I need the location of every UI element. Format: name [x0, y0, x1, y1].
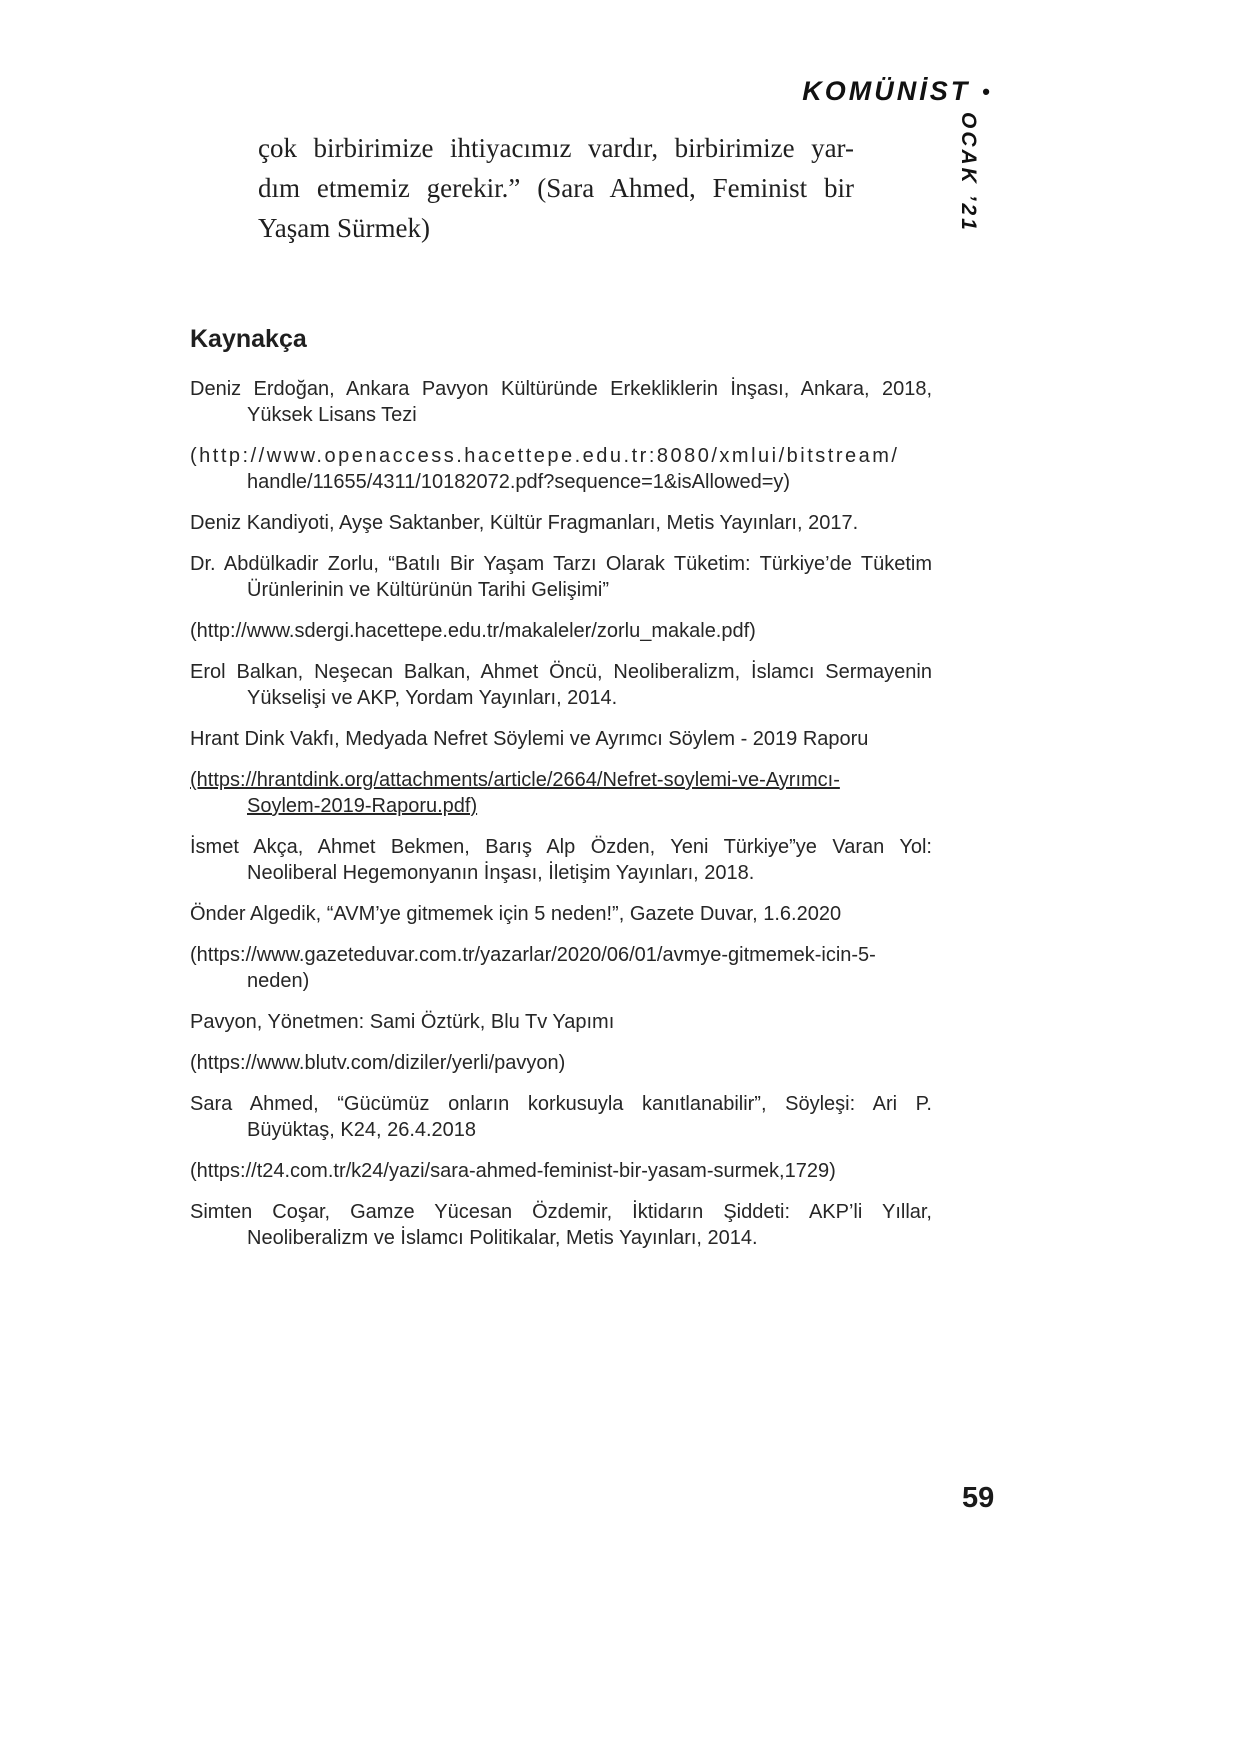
bib-line: İsmet Akça, Ahmet Bekmen, Barış Alp Özden, Yeni Türkiye”ye Varan Yol:	[190, 836, 932, 858]
bib-line-url: (http://www.openaccess.hacettepe.edu.tr:8080/xmlui/bitstream/	[190, 445, 900, 467]
bib-line-link: Soylem-2019-Raporu.pdf)	[247, 795, 478, 817]
bibliography-entry	[190, 767, 932, 819]
bibliography-entry	[190, 551, 932, 603]
bib-line-url: neden)	[247, 970, 310, 992]
bibliography-entry	[190, 726, 932, 752]
bib-line-url: (https://www.blutv.com/diziler/yerli/pavyon)	[190, 1052, 566, 1074]
quote-line: Yaşam Sürmek)	[258, 213, 431, 243]
bib-line: Dr. Abdülkadir Zorlu, “Batılı Bir Yaşam Tarzı Olarak Tüketim: Türkiye’de Tüketim	[190, 553, 932, 575]
bibliography-entry	[190, 1091, 932, 1143]
bib-line: Neoliberalizm ve İslamcı Politikalar, Metis Yayınları, 2014.	[247, 1227, 758, 1249]
bib-line: Deniz Erdoğan, Ankara Pavyon Kültüründe Erkekliklerin İnşası, Ankara, 2018,	[190, 378, 932, 400]
bib-line: Ürünlerinin ve Kültürünün Tarihi Gelişimi”	[247, 579, 610, 601]
bib-line-url: (https://t24.com.tr/k24/yazi/sara-ahmed-feminist-bir-yasam-surmek,1729)	[190, 1160, 836, 1182]
bib-line: Yüksek Lisans Tezi	[247, 404, 417, 426]
bibliography-entry	[190, 1050, 932, 1076]
bibliography-entry	[190, 510, 932, 536]
journal-masthead	[802, 76, 990, 107]
bib-line: Pavyon, Yönetmen: Sami Öztürk, Blu Tv Yapımı	[190, 1011, 615, 1033]
pull-quote	[258, 128, 854, 248]
bib-line: Simten Coşar, Gamze Yücesan Özdemir, İktidarın Şiddeti: AKP’li Yıllar,	[190, 1201, 932, 1223]
journal-title: KOMÜNİST	[802, 76, 971, 106]
bib-line: Yükselişi ve AKP, Yordam Yayınları, 2014.	[247, 687, 618, 709]
masthead-bullet-icon: •	[982, 78, 990, 104]
bibliography-entry	[190, 942, 932, 994]
quote-line: çok birbirimize ihtiyacımız vardır, birbirimize yar-	[258, 133, 854, 163]
bibliography-entry	[190, 443, 932, 495]
bibliography-entry	[190, 901, 932, 927]
issue-label: OCAK ’21	[957, 112, 980, 233]
bib-line-url: (http://www.sdergi.hacettepe.edu.tr/makaleler/zorlu_makale.pdf)	[190, 620, 756, 642]
bib-line: Hrant Dink Vakfı, Medyada Nefret Söylemi ve Ayrımcı Söylem - 2019 Raporu	[190, 728, 869, 750]
bib-line: Sara Ahmed, “Gücümüz onların korkusuyla kanıtlanabilir”, Söyleşi: Ari P.	[190, 1093, 932, 1115]
bibliography-entry	[190, 1199, 932, 1251]
bib-line: Neoliberal Hegemonyanın İnşası, İletişim Yayınları, 2018.	[247, 862, 755, 884]
page-number: 59	[962, 1482, 995, 1514]
section-heading: Kaynakça	[190, 325, 307, 353]
bib-line: Önder Algedik, “AVM’ye gitmemek için 5 neden!”, Gazete Duvar, 1.6.2020	[190, 903, 842, 925]
bibliography-entry	[190, 376, 932, 428]
quote-line: dım etmemiz gerekir.” (Sara Ahmed, Feminist bir	[258, 173, 854, 203]
bib-line: Deniz Kandiyoti, Ayşe Saktanber, Kültür Fragmanları, Metis Yayınları, 2017.	[190, 512, 859, 534]
bibliography-entry	[190, 659, 932, 711]
bib-line-url: handle/11655/4311/10182072.pdf?sequence=1&isAllowed=y)	[247, 471, 791, 493]
bibliography-entry	[190, 1158, 932, 1184]
bibliography-entry	[190, 618, 932, 644]
bib-line-url: (https://www.gazeteduvar.com.tr/yazarlar/2020/06/01/avmye-gitmemek-icin-5-	[190, 944, 876, 966]
bibliography-section	[190, 326, 932, 1266]
bibliography-entry	[190, 1009, 932, 1035]
bib-line: Erol Balkan, Neşecan Balkan, Ahmet Öncü, Neoliberalizm, İslamcı Sermayenin	[190, 661, 932, 683]
bib-line-link: (https://hrantdink.org/attachments/article/2664/Nefret-soylemi-ve-Ayrımcı-	[190, 769, 840, 791]
bib-line: Büyüktaş, K24, 26.4.2018	[247, 1119, 477, 1141]
bibliography-entry	[190, 834, 932, 886]
